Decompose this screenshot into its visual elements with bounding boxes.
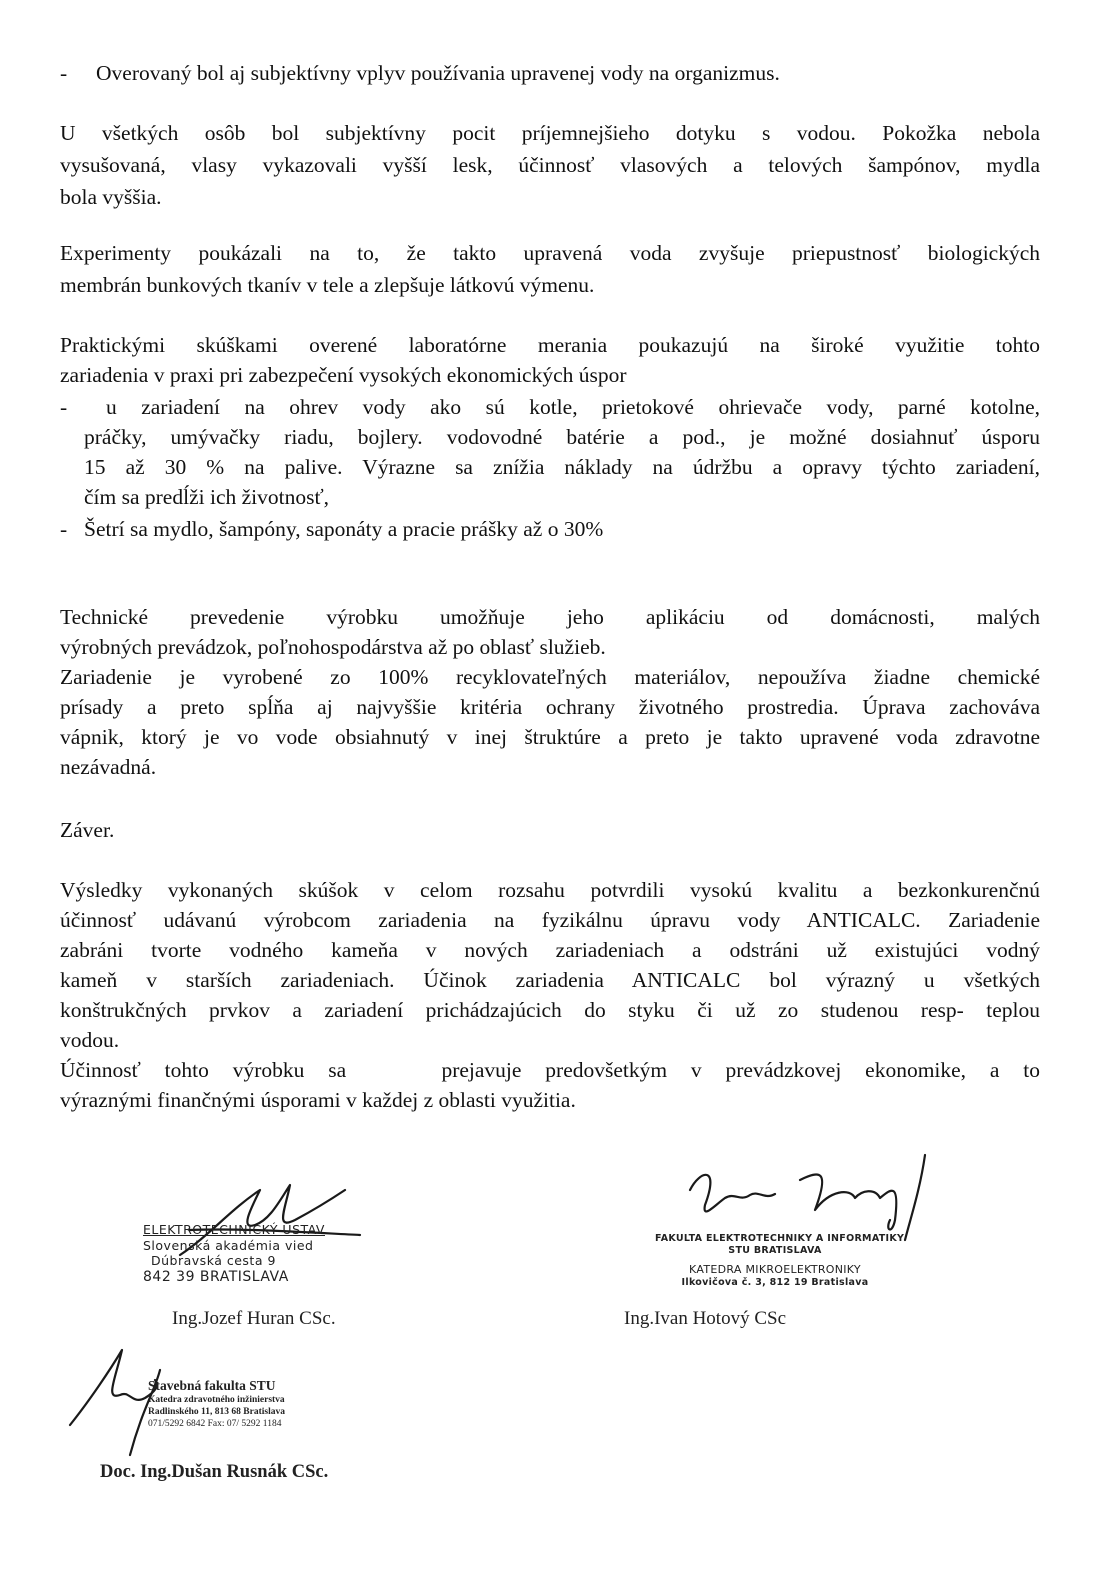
conclusion-heading: Záver. [60,818,115,842]
bullet-line: 15 až 30 % na palive. Výrazne sa znížia náklady na údržbu a opravy týchto zariadení, [84,455,1040,479]
paragraph-line: Praktickými skúškami overené laboratórne merania poukazujú na široké využitie tohto [60,333,1040,357]
bullet-item-subjective-effect: Overovaný bol aj subjektívny vplyv používania upravenej vody na organizmus. [96,61,780,85]
paragraph-line: Účinnosť tohto výrobku sa prejavuje predovšetkým v prevádzkovej ekonomike, a to [60,1058,1040,1082]
stamp-line: Ilkovičova č. 3, 812 19 Bratislava [681,1276,869,1288]
paragraph-line: prísady a preto spĺňa aj najvyššie kritéria ochrany životného prostredia. Úprava zachováva [60,695,1040,719]
paragraph-line: vodou. [60,1028,120,1052]
paragraph-line: konštrukčných prvkov a zariadení prichádzajúcich do styku či už zo studenou resp- teplou [60,998,1040,1022]
paragraph-line: vápnik, ktorý je vo vode obsiahnutý v inej štruktúre a preto je takto upravené voda zdravotne [60,725,1040,749]
paragraph-line: nezávadná. [60,755,157,779]
stamp-line: Stavebná fakulta STU [148,1378,276,1393]
bullet-dash: - [60,61,68,85]
stamp-line: Slovenská akadémia vied [143,1237,314,1253]
institution-stamp-right [655,1233,905,1288]
bullet-item-soap-savings: Šetrí sa mydlo, šampóny, saponáty a pracie prášky až o 30% [84,517,604,541]
stamp-line: Radlinského 11, 813 68 Bratislava [148,1406,285,1417]
bullet-line: u zariadení na ohrev vody ako sú kotle, prietokové ohrievače vody, parné kotolne, [106,395,1040,419]
paragraph-line: Zariadenie je vyrobené zo 100% recyklovateľných materiálov, nepoužíva žiadne chemické [60,665,1040,689]
paragraph-line: U všetkých osôb bol subjektívny pocit príjemnejšieho dotyku s vodou. Pokožka nebola [60,121,1040,145]
paragraph-line: výraznými finančnými úsporami v každej z oblasti využitia. [60,1088,576,1112]
signatory-name-right: Ing.Ivan Hotový CSc [624,1308,787,1329]
paragraph-line: vysušovaná, vlasy vykazovali vyšší lesk, účinnosť vlasových a telových šampónov, mydla [60,153,1040,177]
handwritten-signature-right [680,1150,940,1240]
stamp-line: FAKULTA ELEKTROTECHNIKY A INFORMATIKY [655,1233,905,1244]
bullet-dash: - [60,395,68,419]
paragraph-line: Experimenty poukázali na to, že takto upravená voda zvyšuje priepustnosť biologických [60,241,1040,265]
stamp-line: STU BRATISLAVA [728,1244,822,1256]
paragraph-line: výrobných prevádzok, poľnohospodárstva až po oblasť služieb. [60,635,606,659]
stamp-line: 071/5292 6842 Fax: 07/ 5292 1184 [148,1418,282,1429]
bullet-line: práčky, umývačky riadu, bojlery. vodovodné batérie a pod., je možné dosiahnuť úsporu [84,425,1040,449]
stamp-line: ELEKTROTECHNICKÝ ÚSTAV [143,1222,325,1237]
bullet-line: čím sa predĺži ich životnosť, [84,485,330,509]
paragraph-line: membrán bunkových tkanív v tele a zlepšuje látkovú výmenu. [60,273,595,297]
paragraph-line: kameň v starších zariadeniach. Účinok zariadenia ANTICALC bol výrazný u všetkých [60,968,1040,992]
signatory-name-left: Ing.Jozef Huran CSc. [172,1308,336,1329]
stamp-line: KATEDRA MIKROELEKTRONIKY [689,1262,861,1276]
paragraph-line: zabráni tvorte vodného kameňa v nových zariadeniach a odstráni už existujúci vodný [60,938,1040,962]
stamp-line: Katedra zdravotného inžinierstva [148,1394,285,1405]
paragraph-line: zariadenia v praxi pri zabezpečení vysokých ekonomických úspor [60,363,627,387]
stamp-line: Dúbravská cesta 9 [151,1253,276,1269]
signatory-name-bottom: Doc. Ing.Dušan Rusnák CSc. [100,1462,329,1482]
paragraph-line: Technické prevedenie výrobku umožňuje jeho aplikáciu od domácnosti, malých [60,605,1040,629]
stamp-line: 842 39 BRATISLAVA [143,1268,289,1285]
bullet-dash: - [60,517,68,541]
institution-stamp-left [143,1222,325,1286]
paragraph-line: bola vyššia. [60,185,162,209]
paragraph-line: Výsledky vykonaných skúšok v celom rozsahu potvrdili vysokú kvalitu a bezkonkurenčnú [60,878,1040,902]
institution-stamp-bottom [148,1378,285,1431]
paragraph-line: účinnosť udávanú výrobcom zariadenia na fyzikálnu úpravu vody ANTICALC. Zariadenie [60,908,1040,932]
